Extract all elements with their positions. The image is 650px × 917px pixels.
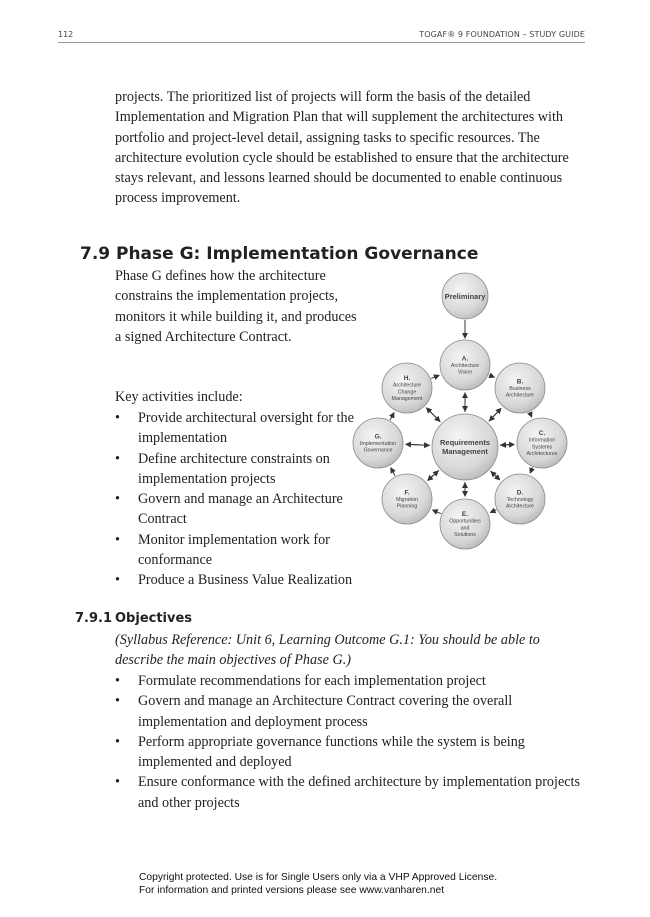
section-intro: Phase G defines how the architecture constrains the implementation projects, monitors it while building it, and produces a signed Architecture Contract. — [115, 268, 357, 345]
phase-label: Architecture — [505, 392, 535, 399]
bullet-icon: • — [115, 531, 120, 548]
phase-label: Solutions — [454, 531, 476, 538]
key-activities-label: Key activities include: — [115, 389, 243, 405]
phase-letter: D. — [516, 489, 524, 497]
phase-label: Architectures — [526, 450, 558, 457]
phase-node — [440, 340, 490, 390]
phase-letter: H. — [403, 375, 411, 383]
phase-label: Vision — [457, 369, 473, 376]
phase-node — [353, 418, 403, 468]
subsection-number: 7.9.1 — [75, 611, 113, 626]
list-item: • Define architecture constraints on implementation projects — [115, 450, 330, 487]
bullet-icon: • — [115, 673, 120, 689]
running-title: TOGAF® 9 FOUNDATION – STUDY GUIDE — [419, 30, 585, 39]
key-activities-list — [115, 408, 375, 591]
bullet-icon: • — [115, 733, 120, 750]
phase-label: Governance — [363, 447, 393, 454]
list-item: • Produce a Business Value Realization — [115, 570, 375, 590]
list-item: • Provide architectural oversight for the implementation — [115, 410, 354, 447]
center-label-line1: Requirements — [439, 438, 491, 447]
list-item: • Govern and manage an Architecture Contract — [115, 491, 343, 528]
preliminary-label: Preliminary — [444, 292, 486, 301]
preliminary-node — [442, 273, 488, 319]
list-item: • Formulate recommendations for each implementation project — [115, 671, 585, 691]
bullet-icon: • — [115, 774, 120, 791]
phase-letter: B. — [516, 378, 524, 386]
phase-letter: E. — [461, 511, 469, 519]
bullet-icon: • — [115, 491, 120, 508]
list-item: • Ensure conformance with the defined architecture by implementation projects and other projects — [115, 774, 581, 811]
syllabus-reference: (Syllabus Reference: Unit 6, Learning Outcome G.1: You should be able to describe the main objectives of Phase G.) — [115, 632, 540, 669]
phase-node — [382, 474, 432, 524]
subsection-heading — [75, 611, 192, 626]
intro-paragraph: projects. The prioritized list of projects will form the basis of the detailed Implementation and Migration Plan that will supplement the architectures with portfolio and project-level detail, assigning tasks to specific resources. The architecture evolution cycle should be established to ensure that the architecture stays relevant, and lessons learned should be documented to enable continuous process improvement. — [115, 89, 569, 207]
subsection-title: Objectives — [115, 611, 193, 626]
page-header — [58, 28, 585, 43]
footer-line2: For information and printed versions please see www.vanharen.net — [139, 885, 445, 896]
phase-label: and — [460, 525, 470, 532]
adm-cycle-diagram — [350, 262, 590, 562]
phase-letter: F. — [404, 489, 410, 497]
phase-label: Implementation — [359, 441, 397, 447]
footer-line1: Copyright protected. Use is for Single Users only via a VHP Approved License. — [139, 872, 498, 883]
bullet-icon: • — [115, 410, 120, 426]
phase-label: Information — [528, 437, 556, 444]
list-item: • Monitor implementation work for conformance — [115, 531, 330, 569]
copyright-footer — [139, 871, 497, 897]
phase-label: Architecture — [450, 363, 480, 369]
phase-label: Architecture — [392, 382, 422, 389]
phase-letter: G. — [374, 433, 382, 441]
objectives-list — [115, 671, 585, 813]
phase-label: Change — [397, 389, 417, 396]
phase-label: Planning — [396, 503, 418, 510]
phase-label: Architecture — [505, 503, 535, 510]
list-item: • Govern and manage an Architecture Contract covering the overall implementation and deployment process — [115, 693, 513, 730]
section-title: Phase G: Implementation Governance — [116, 244, 479, 264]
phase-label: Systems — [531, 444, 553, 451]
page-number: 112 — [58, 30, 74, 39]
bullet-icon: • — [115, 693, 120, 710]
list-item: • Perform appropriate governance functions while the system is being implemented and deployed — [115, 733, 525, 771]
phase-node — [440, 499, 490, 549]
phase-label: Management — [391, 395, 423, 402]
phase-letter: C. — [538, 430, 546, 438]
phase-node — [495, 474, 545, 524]
phase-node — [382, 363, 432, 413]
phase-label: Technology — [506, 497, 534, 503]
bullet-icon: • — [115, 450, 120, 467]
phase-node — [495, 363, 545, 413]
phase-label: Business — [509, 386, 531, 392]
section-number: 7.9 — [80, 244, 111, 264]
center-label-line2: Management — [442, 447, 488, 456]
bullet-icon: • — [115, 572, 120, 589]
phase-label: Migration — [396, 497, 418, 503]
phase-node — [517, 418, 567, 468]
phase-letter: A. — [461, 355, 469, 363]
phase-label: Opportunities — [449, 518, 481, 525]
section-heading — [80, 244, 478, 264]
requirements-management-node — [432, 414, 498, 480]
